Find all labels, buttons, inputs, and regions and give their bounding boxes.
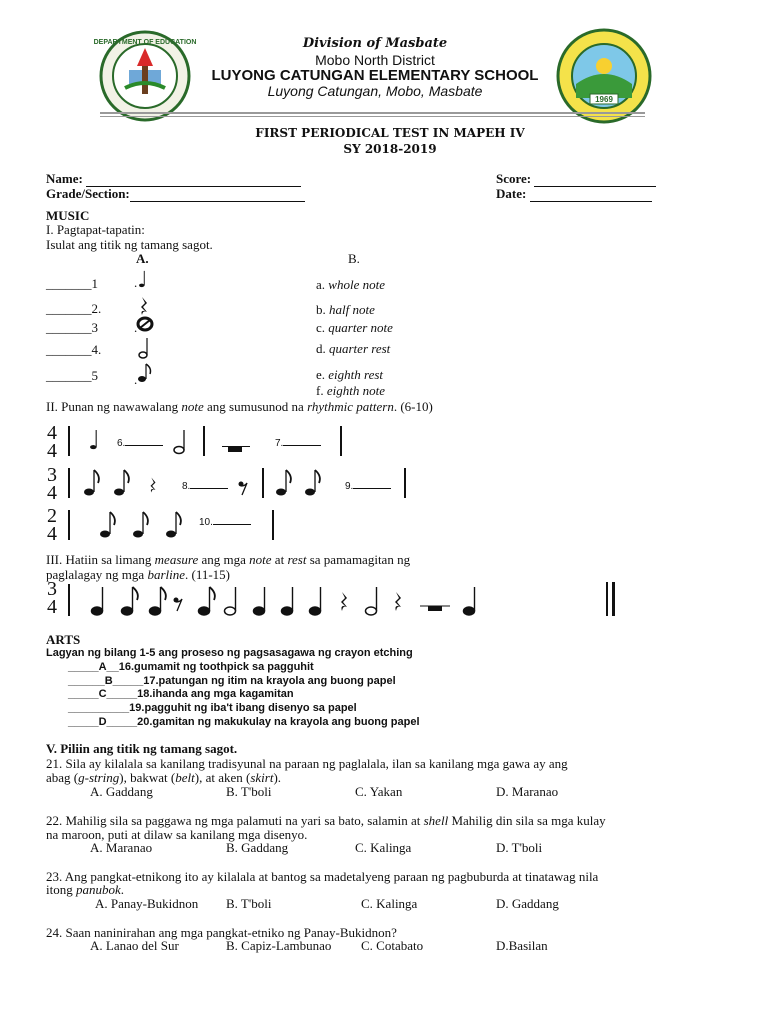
part1-heading: I. Pagtapat-tapatin: bbox=[46, 222, 145, 237]
eighth-note-icon bbox=[112, 468, 132, 503]
part1-instructions: Isulat ang titik ng tamang sagot. bbox=[46, 237, 213, 252]
half-note-icon bbox=[366, 587, 377, 615]
q24-option-c[interactable]: C. Cotabato bbox=[361, 938, 424, 953]
eighth-note-icon bbox=[137, 362, 153, 384]
q22-option-d[interactable]: D. T'boli bbox=[496, 840, 543, 855]
deped-seal-logo bbox=[93, 30, 197, 122]
quarter-note-icon bbox=[254, 587, 265, 615]
quarter-rest-icon bbox=[341, 592, 347, 611]
name-field[interactable] bbox=[46, 171, 301, 187]
choice-a: a. whole note bbox=[316, 277, 385, 292]
deped-seal-text: DEPARTMENT OF EDUCATION bbox=[93, 39, 197, 46]
school-seal-year: 1969 bbox=[595, 95, 613, 104]
whole-rest-icon bbox=[420, 606, 450, 611]
match-item-2: _______2. bbox=[46, 301, 102, 316]
date-field[interactable] bbox=[496, 186, 652, 202]
quarter-note-icon bbox=[310, 587, 321, 615]
quarter-rest-icon bbox=[395, 592, 401, 611]
eighth-note-icon bbox=[303, 468, 323, 503]
q22-text-line2: na maroon, puti at dilaw sa kanilang mga disenyo. bbox=[46, 827, 308, 842]
q24-option-a[interactable]: A. Lanao del Sur bbox=[90, 938, 179, 953]
arts-item-18: _____C_____18.ihanda ang mga kagamitan bbox=[68, 688, 294, 700]
item3-symbol: . bbox=[134, 316, 153, 336]
eighth-note-icon bbox=[131, 510, 151, 545]
barline bbox=[262, 468, 264, 498]
q24-text: 24. Saan naninirahan ang mga pangkat-etniko ng Panay-Bukidnon? bbox=[46, 925, 397, 940]
q22-text: 22. Mahilig sila sa paggawa ng mga palamuti na yari sa bato, salamin at shell Mahilig din sila sa mga kulay bbox=[46, 813, 606, 828]
half-note-icon bbox=[138, 336, 154, 360]
district-name: Mobo North District bbox=[315, 52, 435, 68]
q21-option-b[interactable]: B. T'boli bbox=[226, 784, 272, 799]
part5-heading: V. Piliin ang titik ng tamang sagot. bbox=[46, 741, 238, 756]
item1-symbol: .♩ bbox=[134, 268, 148, 293]
match-item-4: _______4. bbox=[46, 342, 102, 357]
whole-note-icon bbox=[137, 316, 153, 332]
quarter-note-icon bbox=[464, 587, 475, 615]
eighth-note-icon bbox=[82, 468, 102, 503]
half-note-icon bbox=[225, 587, 236, 615]
grade-label: Grade/Section: bbox=[46, 186, 130, 201]
quarter-note-icon: ♩ bbox=[88, 426, 101, 456]
q21-option-a[interactable]: A. Gaddang bbox=[90, 784, 153, 799]
score-label: Score: bbox=[496, 171, 532, 186]
time-signature-3: 2 4 bbox=[47, 505, 57, 545]
score-field[interactable] bbox=[496, 171, 656, 187]
match-item-3: _______3 bbox=[46, 320, 98, 335]
barline bbox=[404, 468, 406, 498]
date-label: Date: bbox=[496, 186, 527, 201]
choice-d: d. quarter rest bbox=[316, 341, 391, 356]
arts-item-20: _____D_____20.gamitan ng makukulay na krayola ang buong papel bbox=[68, 716, 420, 728]
quarter-rest-icon bbox=[148, 476, 158, 499]
eighth-note-icon bbox=[274, 468, 294, 503]
final-barline-thin bbox=[606, 582, 608, 616]
choice-b: b. half note bbox=[316, 302, 375, 317]
column-a-label: A. bbox=[136, 251, 149, 266]
blank-10[interactable]: 10. bbox=[199, 517, 251, 528]
eighth-note-icon bbox=[98, 510, 118, 545]
item4-symbol bbox=[138, 336, 154, 365]
q23-text: 23. Ang pangkat-etnikong ito ay kilalala at bantog sa madetalyeng paraan ng pagbuburda at tinatawag nila bbox=[46, 869, 599, 884]
division-title: Division of Masbate bbox=[302, 36, 448, 51]
rhythm-sequence bbox=[90, 582, 630, 618]
arts-heading: ARTS bbox=[46, 632, 81, 647]
quarter-note-icon: ♩ bbox=[137, 268, 148, 293]
time-signature-2: 3 4 bbox=[47, 464, 57, 504]
match-item-1: _______1 bbox=[46, 276, 98, 291]
arts-item-19: __________19.pagguhit ng iba't ibang disenyo sa papel bbox=[68, 702, 357, 714]
quarter-note-icon bbox=[282, 587, 293, 615]
half-note-icon bbox=[172, 428, 190, 461]
choice-e: e. eighth rest bbox=[316, 367, 384, 382]
match-item-5: _______5 bbox=[46, 368, 98, 383]
choice-f: f. eighth note bbox=[316, 383, 385, 398]
final-barline-thick bbox=[612, 582, 615, 616]
music-heading: MUSIC bbox=[46, 208, 90, 223]
q21-option-c[interactable]: C. Yakan bbox=[355, 784, 403, 799]
school-address: Luyong Catungan, Mobo, Masbate bbox=[267, 83, 483, 99]
q21-option-d[interactable]: D. Maranao bbox=[496, 784, 559, 799]
q24-option-b[interactable]: B. Capiz-Lambunao bbox=[226, 938, 332, 953]
q23-option-b[interactable]: B. T'boli bbox=[226, 896, 272, 911]
barline bbox=[68, 510, 70, 540]
q23-text-line2: itong panubok. bbox=[46, 882, 125, 897]
time-signature-4: 3 4 bbox=[47, 578, 57, 618]
quarter-note-icon bbox=[92, 587, 103, 615]
grade-field[interactable] bbox=[46, 186, 305, 202]
name-label: Name: bbox=[46, 171, 83, 186]
blank-8[interactable]: 8. bbox=[182, 481, 228, 492]
eighth-note-icon bbox=[150, 587, 166, 615]
choice-c: c. quarter note bbox=[316, 320, 393, 335]
part3-heading: III. Hatiin sa limang measure ang mga note at rest sa pamamagitan ng bbox=[46, 552, 411, 567]
part2-heading: II. Punan ng nawawalang note ang sumusunod na rhythmic pattern. (6-10) bbox=[46, 399, 433, 414]
barline bbox=[68, 584, 70, 616]
eighth-note-icon bbox=[199, 587, 215, 615]
school-year: SY 2018-2019 bbox=[343, 142, 437, 156]
barline bbox=[272, 510, 274, 540]
q23-option-a[interactable]: A. Panay-Bukidnon bbox=[95, 896, 199, 911]
eighth-note-icon bbox=[164, 510, 184, 545]
arts-item-16: _____A__16.gumamit ng toothpick sa pagguhit bbox=[68, 661, 314, 673]
eighth-rest-icon bbox=[174, 598, 183, 612]
school-seal-logo bbox=[556, 28, 652, 124]
q21-text-line2: abag (g-string), bakwat (belt), at aken (skirt). bbox=[46, 770, 282, 785]
eighth-rest-icon bbox=[238, 480, 248, 501]
q22-option-b[interactable]: B. Gaddang bbox=[226, 840, 289, 855]
blank-9[interactable]: 9. bbox=[345, 481, 391, 492]
time-signature-1: 4 4 bbox=[47, 422, 57, 462]
test-title: FIRST PERIODICAL TEST IN MAPEH IV bbox=[255, 126, 525, 140]
q22-option-c[interactable]: C. Kalinga bbox=[355, 840, 412, 855]
item5-symbol: . bbox=[134, 362, 153, 388]
barline bbox=[340, 426, 342, 456]
eighth-note-icon bbox=[122, 587, 138, 615]
quarter-rest-icon bbox=[138, 296, 150, 316]
blank-6[interactable]: 6. bbox=[117, 438, 163, 449]
q23-option-c[interactable]: C. Kalinga bbox=[361, 896, 418, 911]
q24-option-d[interactable]: D.Basilan bbox=[496, 938, 548, 953]
q21-text: 21. Sila ay kilalala sa kanilang tradisyunal na paraan ng paglalala, ilan sa kanilang mga gawa ay ang bbox=[46, 756, 568, 771]
arts-instructions: Lagyan ng bilang 1-5 ang proseso ng pagsasagawa ng crayon etching bbox=[46, 647, 413, 659]
column-b-label: B. bbox=[348, 251, 360, 266]
barline bbox=[203, 426, 205, 456]
q23-option-d[interactable]: D. Gaddang bbox=[496, 896, 559, 911]
header-divider bbox=[100, 112, 645, 117]
barline bbox=[68, 468, 70, 498]
arts-item-17: ______B_____17.patungan ng itim na krayola ang buong papel bbox=[68, 675, 396, 687]
part3-heading-line2: paglalagay ng mga barline. (11-15) bbox=[46, 567, 231, 582]
barline bbox=[68, 426, 70, 456]
whole-rest-icon bbox=[222, 446, 250, 454]
blank-7[interactable]: 7. bbox=[275, 438, 321, 449]
q22-option-a[interactable]: A. Maranao bbox=[90, 840, 153, 855]
school-name: LUYONG CATUNGAN ELEMENTARY SCHOOL bbox=[211, 67, 539, 84]
